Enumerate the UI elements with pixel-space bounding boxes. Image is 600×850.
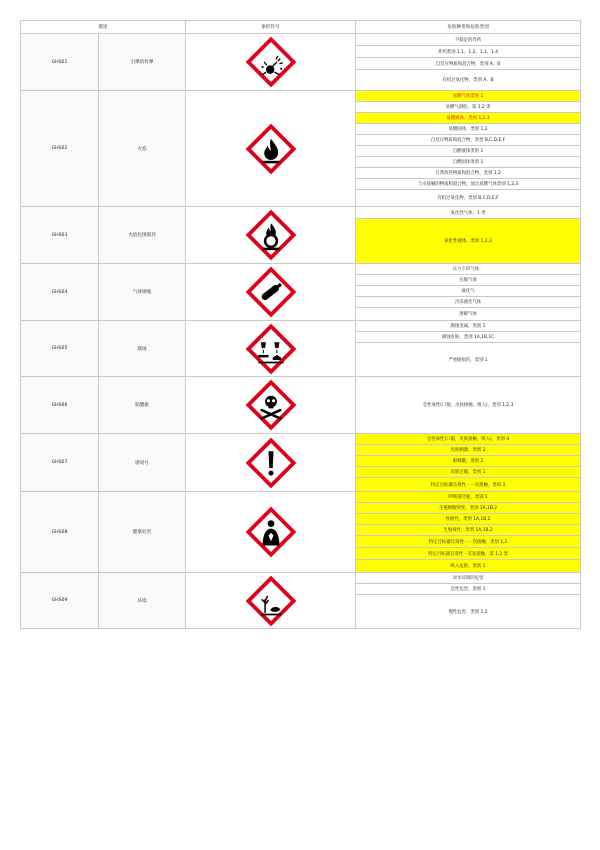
hazard-categories-cell <box>356 377 581 434</box>
pictogram-name-cell: 健康危害 <box>99 492 186 573</box>
table-row <box>21 434 581 492</box>
pictogram-name-cell: 骷髅旗 <box>99 377 186 434</box>
hazard-category-item: 皮肤过敏，类别 1 <box>356 467 580 478</box>
hazard-category-item: 易燃液体，类别 1,2,3 <box>356 113 580 124</box>
hazard-category-item: 自反应物质和混合物，类型 B,C,D,E,F <box>356 135 580 146</box>
ghs-code-cell: GHS03 <box>21 207 99 264</box>
table-body <box>21 34 581 629</box>
header-description: 描述 <box>21 21 186 34</box>
hazard-category-item: 吸入危险，类别 1 <box>356 560 580 572</box>
hazard-categories-cell <box>356 573 581 629</box>
exclamation-mark-icon <box>244 436 298 490</box>
ghs-code-cell: GHS05 <box>21 321 99 377</box>
hazard-categories-cell <box>356 91 581 207</box>
hazard-category-item: 压缩气体 <box>356 275 580 286</box>
hazard-category-item: 不稳定的炸药 <box>356 34 580 46</box>
corrosion-icon <box>244 322 298 376</box>
hazard-category-item: 腐蚀皮肤，类别 1A,1B,1C <box>356 332 580 343</box>
hazard-category-item: 皮肤刺激，类别 2 <box>356 445 580 456</box>
pictogram-name-cell: 火焰 <box>99 91 186 207</box>
pictogram-cell <box>186 264 356 321</box>
hazard-category-item: 急性毒性(口服，皮肤接触，吸入)，类别 4 <box>356 434 580 445</box>
hazard-category-item: 自反应物质和混合物，类别 A、B <box>356 58 580 70</box>
table-row <box>21 264 581 321</box>
pictogram-cell <box>186 207 356 264</box>
pictogram-name-cell: 引爆的炸弹 <box>99 34 186 91</box>
hazard-category-item: 生殖细胞突变，类别 1A,1B,2 <box>356 503 580 514</box>
hazard-category-item: 有机过氧化物，类别 B,C,D,E,F <box>437 196 499 201</box>
table-row <box>21 377 581 434</box>
table-row <box>21 91 581 207</box>
hazard-category-item: 氧化性液体，类别 1,2,3 <box>356 219 580 263</box>
exploding-bomb-icon <box>244 35 298 89</box>
pictogram-cell <box>186 573 356 629</box>
hazard-category-item: 氧化性气体，1 类 <box>356 207 580 219</box>
hazard-categories-cell <box>356 434 581 492</box>
hazard-category-item: 致癌性，类别 1A,1B,2 <box>356 514 580 525</box>
hazard-category-item: 自我放热物质和混合物，类别 1,2 <box>356 168 580 179</box>
table-row <box>21 207 581 264</box>
hazard-category-item: 慢性危害，类别 1,2 <box>448 609 488 615</box>
ghs-code-cell: GHS02 <box>21 91 99 207</box>
hazard-category-item: 液化气 <box>356 286 580 297</box>
hazard-categories-cell <box>356 264 581 321</box>
ghs-code-cell: GHS07 <box>21 434 99 492</box>
table-row <box>21 573 581 629</box>
hazard-category-item: 急性毒性(口服，皮肤接触，吸入)，类别 1,2,3 <box>422 403 514 408</box>
table-row <box>21 492 581 573</box>
pictogram-name-cell: 感叹号 <box>99 434 186 492</box>
pictogram-cell <box>186 434 356 492</box>
ghs-code-cell: GHS01 <box>21 34 99 91</box>
hazard-category-item: 易燃气体类别 1 <box>356 91 580 102</box>
ghs-code-cell: GHS08 <box>21 492 99 573</box>
header-categories: 危险种类和危险类别 <box>356 21 581 34</box>
flame-icon <box>244 122 298 176</box>
hazard-category-item: 眼刺激，类别 2 <box>356 456 580 467</box>
table-row <box>21 321 581 377</box>
pictogram-name-cell: 环境 <box>99 573 186 629</box>
hazard-category-item: 有机过氧化物，类别 A、B <box>442 78 494 83</box>
environment-icon <box>244 574 298 628</box>
flame-over-circle-icon <box>244 208 298 262</box>
hazard-category-item: 溶解气体 <box>459 312 477 317</box>
ghs-pictogram-table <box>20 20 581 629</box>
hazard-categories-cell <box>356 207 581 264</box>
ghs-code-cell: GHS09 <box>21 573 99 629</box>
hazard-category-item: 对水环境的危害 <box>356 573 580 584</box>
hazard-category-item: 呼吸道过敏，类别 1 <box>356 492 580 503</box>
hazard-categories-cell <box>356 321 581 377</box>
header-symbol: 象形符号 <box>186 21 356 34</box>
hazard-category-item: 冷冻液化气体 <box>356 297 580 308</box>
table-row <box>21 34 581 91</box>
hazard-category-item: 与水接触的物质和混合物，放出易燃气体类别 1,2,3 <box>356 179 580 190</box>
ghs-code-cell: GHS06 <box>21 377 99 434</box>
pictogram-cell <box>186 91 356 207</box>
hazard-categories-cell <box>356 492 581 573</box>
hazard-category-item: 腐蚀金属，类别 1 <box>356 321 580 332</box>
health-hazard-icon <box>244 505 298 559</box>
hazard-category-item: 炸药类别 1.1、1.2、1.3、1.4 <box>356 46 580 58</box>
pictogram-cell <box>186 34 356 91</box>
pictogram-cell <box>186 492 356 573</box>
hazard-category-item: 自燃固体类别 1 <box>356 157 580 168</box>
ghs-code-cell: GHS04 <box>21 264 99 321</box>
hazard-category-item: 压力下的气体： <box>356 264 580 275</box>
hazard-category-item: 易燃气溶胶，第 1,2 类 <box>356 102 580 113</box>
pictogram-cell <box>186 377 356 434</box>
hazard-categories-cell <box>356 34 581 91</box>
skull-crossbones-icon <box>244 378 298 432</box>
hazard-category-item: 急性危害，类别 1 <box>356 584 580 595</box>
pictogram-name-cell: 气体钢瓶 <box>99 264 186 321</box>
pictogram-cell <box>186 321 356 377</box>
hazard-category-item: 严重眼损伤，类别 1 <box>448 357 488 363</box>
hazard-category-item: 特定目标器官毒性 - 反复接触，第 1,2 类 <box>356 548 580 560</box>
pictogram-name-cell: 腐蚀 <box>99 321 186 377</box>
hazard-category-item: 特定目标器官毒性 - 一次接触，类别 1,2 <box>356 536 580 548</box>
hazard-category-item: 特定目标器官毒性 - 一次接触，类别 3 <box>356 478 580 491</box>
pictogram-name-cell: 火焰包围圆环 <box>99 207 186 264</box>
gas-cylinder-icon <box>244 265 298 319</box>
header-row <box>21 21 581 34</box>
ghs-pictogram-table-sheet <box>20 20 580 629</box>
hazard-category-item: 自燃液体类别 1 <box>356 146 580 157</box>
hazard-category-item: 生殖毒性，类别 1A,1B,2 <box>356 525 580 536</box>
hazard-category-item: 易燃固体，类别 1,2 <box>356 124 580 135</box>
